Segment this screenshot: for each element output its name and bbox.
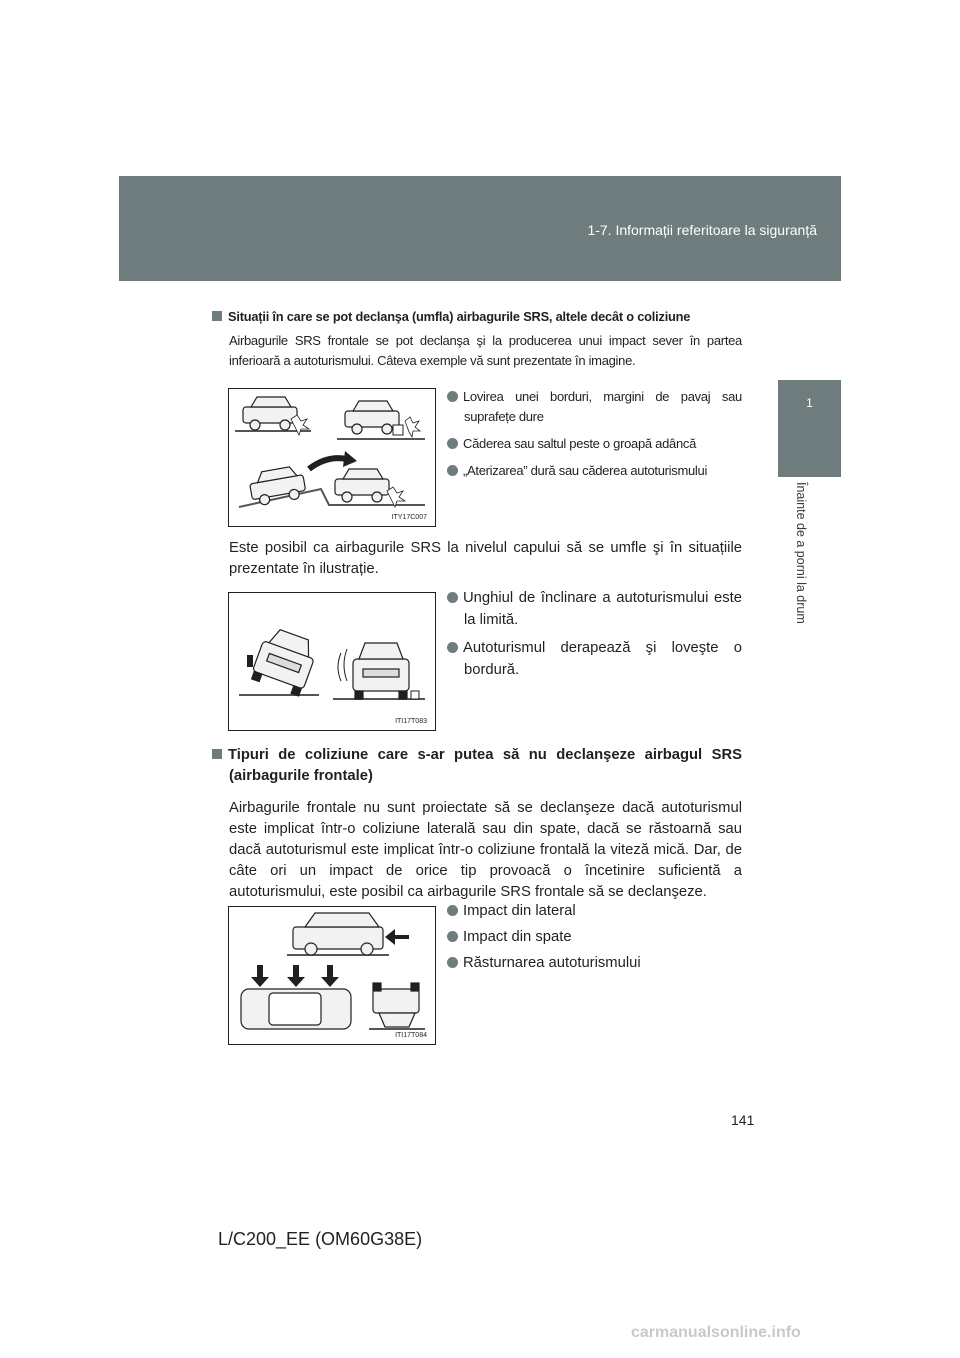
figure-code: ITI17T083 — [395, 718, 427, 725]
list-item-text: Căderea sau saltul peste o groapă adâncă — [463, 436, 697, 451]
collision-types-illustration — [229, 907, 435, 1044]
bullet-dot-icon — [447, 592, 458, 603]
list-item-text: Răsturnarea autoturismului — [463, 955, 641, 971]
chapter-tab — [778, 380, 841, 477]
bullet-dot-icon — [447, 905, 458, 916]
section1-bullet-list — [447, 387, 742, 481]
list-item — [447, 434, 742, 454]
figure-tilt-curb — [228, 592, 436, 731]
bullet-dot-icon — [447, 642, 458, 653]
section3-bullet-list — [447, 900, 742, 974]
figure-code: ITI17T084 — [395, 1032, 427, 1039]
section1-heading — [212, 309, 752, 324]
list-item-text: Lovirea unei borduri, margini de pavaj sau suprafețe dure — [463, 389, 742, 424]
figure-collision-types — [228, 906, 436, 1045]
bullet-dot-icon — [447, 931, 458, 942]
list-item — [447, 637, 742, 681]
list-item — [447, 387, 742, 427]
section2-bullet-list — [447, 587, 742, 681]
list-item-text: Unghiul de înclinare a autoturismului este la limită. — [463, 590, 742, 628]
square-bullet-icon — [212, 749, 222, 759]
section3-heading — [212, 745, 742, 787]
section2-paragraph: Este posibil ca airbagurile SRS la nivelul capului să se umfle şi în situațiile prezentate în ilustrație. — [229, 540, 742, 577]
bullet-dot-icon — [447, 391, 458, 402]
page-number: 141 — [731, 1112, 755, 1128]
chapter-number: 1 — [806, 396, 813, 410]
list-item-text: Impact din lateral — [463, 903, 576, 919]
list-item — [447, 461, 742, 481]
list-item-text: Autoturismul derapează şi loveşte o bordură. — [463, 640, 742, 678]
list-item-text: „Aterizarea” dură sau căderea autoturismului — [463, 463, 708, 478]
figure-curb-impact — [228, 388, 436, 527]
list-item-text: Impact din spate — [463, 929, 572, 945]
section3-heading-line — [212, 745, 742, 787]
chapter-title: Înainte de a porni la drum — [794, 482, 808, 624]
watermark: carmanualsonline.info — [631, 1324, 801, 1341]
list-item — [447, 587, 742, 631]
square-bullet-icon — [212, 311, 222, 321]
side-tab-top — [778, 282, 841, 380]
figure-code: ITY17C007 — [391, 514, 427, 521]
bullet-dot-icon — [447, 438, 458, 449]
document-code: L/C200_EE (OM60G38E) — [218, 1229, 423, 1249]
section3-heading-text: Tipuri de coliziune care s-ar putea să nu declanşeze airbagul SRS (airbagurile frontale) — [228, 747, 742, 784]
bullet-dot-icon — [447, 957, 458, 968]
list-item — [447, 926, 742, 948]
section1-heading-text: Situații în care se pot declanşa (umfla) airbagurile SRS, altele decât o coliziune — [228, 309, 691, 324]
bullet-dot-icon — [447, 465, 458, 476]
list-item — [447, 900, 742, 922]
curb-impact-illustration — [229, 389, 435, 526]
tilt-curb-illustration — [229, 593, 435, 730]
list-item — [447, 952, 742, 974]
section-title: 1-7. Informații referitoare la siguranță — [587, 222, 817, 238]
section1-paragraph: Airbagurile SRS frontale se pot declanşa şi la producerea unui impact sever în partea inferioară a autoturismului. Câteva exemple vă sunt prezentate în imagine. — [229, 333, 742, 368]
section3-paragraph: Airbagurile frontale nu sunt proiectate să se declanşeze dacă autoturismul este implicat într-o coliziune laterală sau din spate, dacă se răstoarnă sau dacă autoturismul este implicat într-o coliziune frontală la viteză mică. Dar, de câte ori un impact de orice tip provoacă o încetinire suficientă a autoturismului, este posibil ca airbagurile SRS frontale să se declanşeze. — [229, 800, 742, 900]
